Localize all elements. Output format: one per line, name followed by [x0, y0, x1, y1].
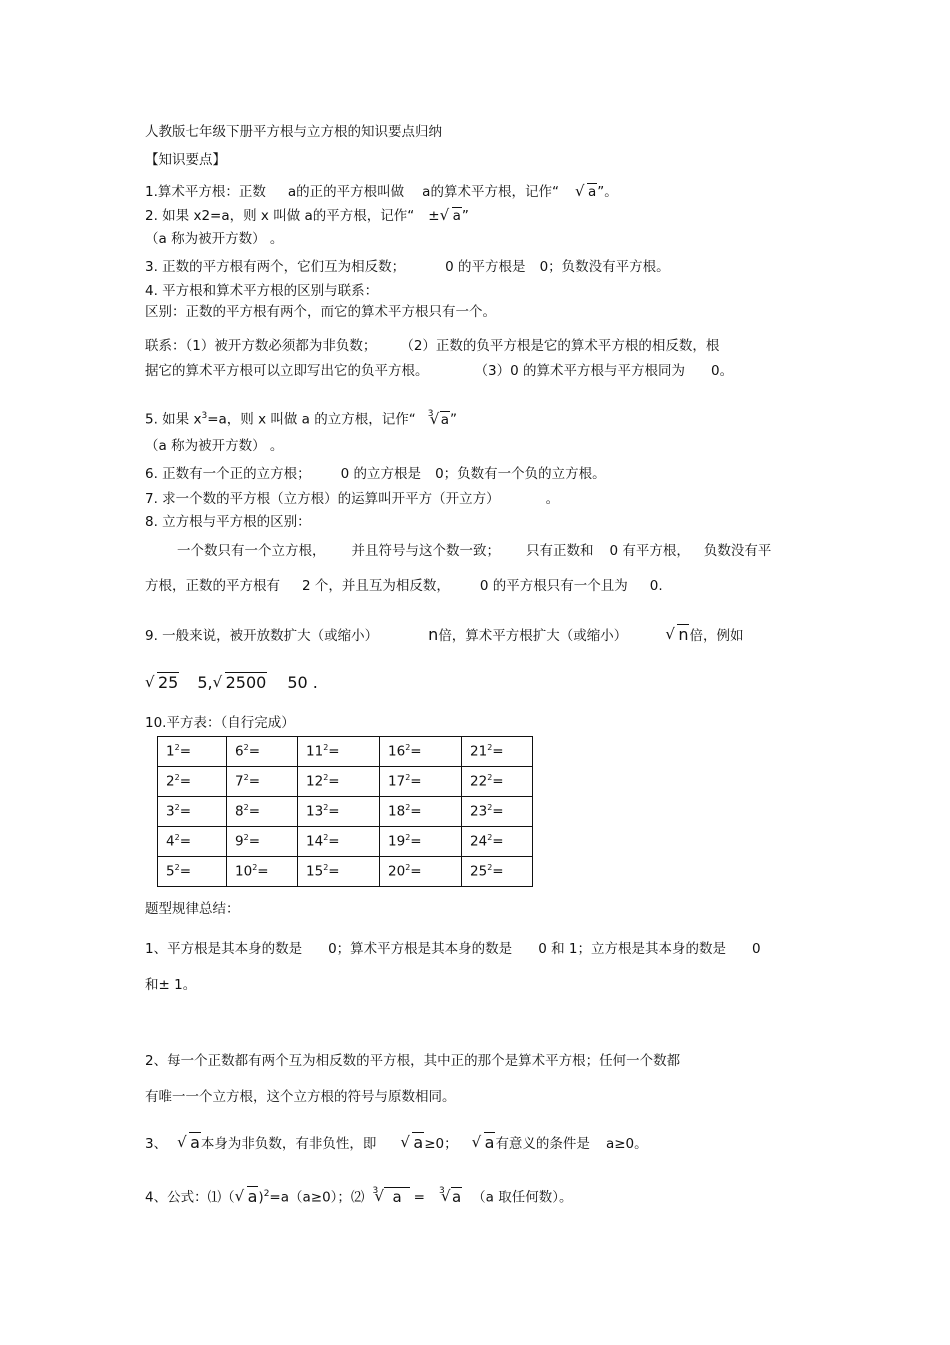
point-5-line-2: （a 称为被开方数） 。: [145, 438, 284, 454]
table-cell: $13^2=$: [298, 797, 380, 827]
table-cell: $10^2=$: [227, 857, 298, 887]
p1-text-d: ”。: [597, 184, 618, 200]
s3-text-e: a≥0。: [605, 1136, 648, 1152]
link-text-e: 0。: [710, 363, 734, 379]
page-title: 人教版七年级下册平方根与立方根的知识要点归纳: [145, 124, 442, 140]
p8-text-c3: 0 的平方根只有一个且为: [479, 578, 628, 594]
p7-text-a: 7. 求一个数的平方根（立方根）的运算叫开平方（开立方）: [145, 491, 500, 507]
table-cell: $5^2=$: [158, 857, 227, 887]
summary-2-line-2: 有唯一一个立方根，这个立方根的符号与原数相同。: [145, 1089, 456, 1105]
sqrt-n-radical: √ n: [665, 626, 689, 644]
cube-root-radical: √ 3 a: [437, 1188, 462, 1206]
point-3: [145, 258, 670, 276]
sqrt-2500-radical: √ 2500: [213, 674, 268, 692]
table-row: [158, 797, 533, 827]
point-9-example: [145, 674, 318, 692]
table-cell: $16^2=$: [380, 737, 462, 767]
p6-text-b: 0 的立方根是: [340, 466, 422, 482]
p3-text-b: 0 的平方根是: [445, 259, 526, 275]
s3-text-b: 本身为非负数，有非负性，即: [200, 1136, 377, 1152]
p5-text-a: 5. 如果 x: [145, 411, 202, 428]
cube-root-radical: √ 3 a: [370, 1188, 409, 1206]
link-line-2: [145, 362, 733, 380]
table-cell: $15^2=$: [298, 857, 380, 887]
table-cell: $8^2=$: [227, 797, 298, 827]
s4-text-a: 4、公式：⑴（: [145, 1189, 235, 1206]
p8-text-b2: 并且符号与这个数一致；: [351, 543, 500, 559]
summary-3: [145, 1134, 648, 1153]
link-text-b: （2）正数的负平方根是它的算术平方根的相反数，根: [400, 338, 720, 354]
sqrt-a-radical: √ a: [235, 1188, 259, 1206]
p6-text-c: 0；负数有一个负的立方根。: [435, 466, 606, 482]
s4-text-c: =a（a≥0）；⑵: [269, 1189, 365, 1206]
point-9: [145, 626, 743, 645]
s3-text-d: 有意义的条件是: [495, 1136, 590, 1152]
p8-text-b5: 负数没有平: [703, 543, 772, 559]
summary-1: [145, 940, 761, 958]
p9-text-a: 9. 一般来说，被开放数扩大（或缩小）: [145, 628, 379, 644]
link-text-d: （3）0 的算术平方根与平方根同为: [474, 363, 685, 379]
point-8-line-2: [177, 542, 771, 560]
summary-1-line-2: 和± 1。: [145, 977, 197, 993]
p5-text-c: ”: [449, 411, 457, 428]
point-8: 8. 立方根与平方根的区别：: [145, 514, 311, 530]
sqrt-a-radical: √ a: [440, 207, 462, 225]
table-cell: $24^2=$: [462, 827, 533, 857]
table-cell: $18^2=$: [380, 797, 462, 827]
p8-text-b3: 只有正数和: [526, 543, 594, 559]
table-cell: $7^2=$: [227, 767, 298, 797]
p3-text-c: 0；负数没有平方根。: [539, 259, 670, 275]
s4-text-d: （a 取任何数）。: [472, 1189, 573, 1206]
sqrt-25-radical: √ 25: [145, 674, 179, 692]
p8-text-b1: 一个数只有一个立方根，: [177, 543, 326, 559]
p9-value-2: 50 .: [287, 673, 318, 692]
p8-text-b4: 0 有平方根，: [609, 543, 690, 559]
table-cell: $6^2=$: [227, 737, 298, 767]
table-row: [158, 827, 533, 857]
point-6: [145, 465, 606, 483]
table-cell: $3^2=$: [158, 797, 227, 827]
table-cell: $20^2=$: [380, 857, 462, 887]
p1-text-c: a的算术平方根，记作“: [422, 184, 559, 200]
sqrt-a-radical: √ a: [400, 1134, 424, 1152]
point-5: [145, 407, 457, 429]
table-row: [158, 857, 533, 887]
p9-value-1: 5,: [197, 673, 213, 692]
table-cell: $1^2=$: [158, 737, 227, 767]
p1-text-a: 1.算术平方根：正数: [145, 184, 266, 200]
point-2-line-2: （a 称为被开方数） 。: [145, 231, 284, 247]
table-cell: $25^2=$: [462, 857, 533, 887]
point-10: 10.平方表：（自行完成）: [145, 715, 295, 731]
s3-text-a: 3、: [145, 1136, 168, 1152]
cube-root-radical: √ 3 a: [426, 411, 450, 429]
s1-text-c: 0 和 1；立方根是其本身的数是: [538, 941, 726, 957]
square-table: [157, 736, 533, 887]
p7-text-b: 。: [545, 491, 560, 507]
link-text-c: 据它的算术平方根可以立即写出它的负平方根。: [145, 363, 429, 379]
summary-2: 2、每一个正数都有两个互为相反数的平方根，其中正的那个是算术平方根；任何一个数都: [145, 1053, 681, 1069]
table-cell: $17^2=$: [380, 767, 462, 797]
table-cell: $23^2=$: [462, 797, 533, 827]
p8-text-c1: 方根，正数的平方根有: [145, 578, 280, 594]
s4-exponent: 2: [263, 1189, 270, 1199]
s1-text-a: 1、平方根是其本身的数是: [145, 941, 303, 957]
link-line-1: [145, 337, 719, 355]
sqrt-a-radical: √ a: [472, 1134, 496, 1152]
p9-n: n: [428, 625, 439, 644]
table-cell: $22^2=$: [462, 767, 533, 797]
p5-text-b: =a，则 x 叫做 a 的立方根，记作“: [207, 411, 416, 428]
s1-text-b: 0；算术平方根是其本身的数是: [328, 941, 513, 957]
s4-equals: =: [413, 1189, 425, 1206]
table-cell: $21^2=$: [462, 737, 533, 767]
p2-text-a: 2. 如果 x2=a，则 x 叫做 a的平方根，记作“: [145, 208, 415, 224]
p9-text-c: 倍，例如: [689, 628, 744, 644]
p8-text-c2: 2 个，并且互为相反数，: [302, 578, 450, 594]
table-cell: $19^2=$: [380, 827, 462, 857]
p5-exponent: 3: [201, 411, 208, 421]
p8-text-c4: 0.: [649, 578, 663, 594]
table-cell: $14^2=$: [298, 827, 380, 857]
table-cell: $4^2=$: [158, 827, 227, 857]
point-2: [145, 207, 469, 225]
point-7: [145, 490, 559, 508]
point-8-line-3: [145, 577, 663, 595]
link-text-a: 联系：（1）被开方数必须都为非负数；: [145, 338, 377, 354]
point-4-difference: 区别：正数的平方根有两个，而它的算术平方根只有一个。: [145, 304, 496, 320]
p1-text-b: a的正的平方根叫做: [287, 184, 405, 200]
table-row: [158, 737, 533, 767]
p9-text-b: 倍，算术平方根扩大（或缩小）: [438, 628, 628, 644]
point-4: 4. 平方根和算术平方根的区别与联系：: [145, 283, 379, 299]
table-cell: $12^2=$: [298, 767, 380, 797]
sqrt-a-radical: √ a: [177, 1134, 201, 1152]
table-cell: $2^2=$: [158, 767, 227, 797]
section-heading: 【知识要点】: [145, 152, 226, 168]
point-1: [145, 183, 618, 201]
table-cell: $11^2=$: [298, 737, 380, 767]
p2-plus-minus: ±: [428, 208, 440, 224]
p2-text-b: ”: [461, 208, 469, 224]
table-cell: $9^2=$: [227, 827, 298, 857]
p3-text-a: 3. 正数的平方根有两个，它们互为相反数；: [145, 259, 406, 275]
summary-4: [145, 1185, 572, 1207]
table-row: [158, 767, 533, 797]
p6-text-a: 6. 正数有一个正的立方根；: [145, 466, 311, 482]
s1-text-d: 0: [751, 941, 761, 957]
s3-text-c: ≥0；: [424, 1136, 458, 1152]
sqrt-a-radical: √ a: [575, 183, 597, 201]
s4-text-b: ): [258, 1189, 264, 1206]
summary-heading: 题型规律总结：: [145, 901, 240, 917]
